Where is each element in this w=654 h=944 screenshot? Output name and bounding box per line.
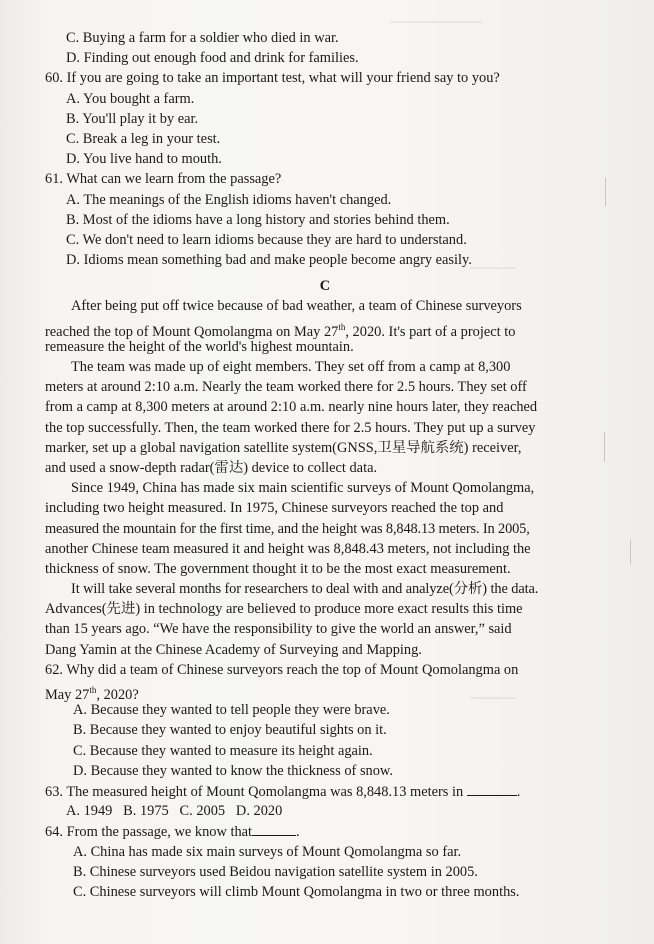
q64-stem-end: .: [296, 824, 300, 841]
q59-option-d: D. Finding out enough food and drink for families.: [66, 50, 359, 67]
passage-text: reached the top of Mount Qomolangma on May 27: [45, 323, 339, 340]
passage-line: Advances(先进) in technology are believed to produce more exact results this time: [45, 601, 523, 618]
q64-stem: 64. From the passage, we know that: [45, 824, 253, 841]
q62-stem: 62. Why did a team of Chinese surveyors reach the top of Mount Qomolangma on: [45, 661, 519, 678]
q62-option-a: A. Because they wanted to tell people they were brave.: [73, 702, 390, 719]
q63-options: [45, 801, 605, 821]
passage-line: It will take several months for researchers to deal with and analyze(分析) the data.: [71, 581, 539, 598]
passage-line: another Chinese team measured it and height was 8,848.43 meters, not including the: [45, 540, 531, 557]
q60-stem: 60. If you are going to take an important test, what will your friend say to you?: [45, 70, 500, 87]
passage-line: from a camp at 8,300 meters at around 2:10 a.m. nearly nine hours later, they reached: [45, 399, 538, 416]
passage-line: the top successfully. Then, the team worked there for 2.5 hours. They put up a survey: [45, 419, 536, 436]
q61-option-c: C. We don't need to learn idioms because they are hard to understand.: [66, 231, 467, 248]
reverse-bleed-texture: ─────: [470, 690, 517, 705]
reverse-bleed-texture: ──────────: [390, 14, 483, 29]
q62-option-c: C. Because they wanted to measure its height again.: [73, 742, 373, 759]
q61-stem: 61. What can we learn from the passage?: [45, 171, 282, 188]
q62-stem-text: May 27: [45, 686, 90, 703]
q60-option-d: D. You live hand to mouth.: [66, 151, 222, 168]
q63-option-d: D. 2020: [235, 803, 283, 820]
q64-option-c: C. Chinese surveyors will climb Mount Qomolangma in two or three months.: [73, 883, 520, 900]
passage-line: than 15 years ago. “We have the responsibility to give the world an answer,” said: [45, 621, 512, 638]
passage-line: The team was made up of eight members. They set off from a camp at 8,300: [71, 359, 511, 375]
q63-stem-end: .: [516, 783, 521, 800]
q62-stem-cont: [45, 680, 605, 703]
q63-option-c: C. 2005: [179, 803, 226, 820]
superscript: th: [338, 321, 346, 332]
q59-option-c: C. Buying a farm for a soldier who died in war.: [66, 30, 339, 46]
q63-option-b: B. 1975: [123, 803, 169, 820]
q60-option-a: A. You bought a farm.: [66, 90, 195, 107]
section-heading: C: [319, 278, 331, 295]
passage-line: meters at around 2:10 a.m. Nearly the team worked there for 2.5 hours. They set off: [45, 379, 527, 396]
q62-option-d: D. Because they wanted to know the thickness of snow.: [73, 762, 393, 779]
passage-line: marker, set up a global navigation satellite system(GNSS,卫星导航系统) receiver,: [45, 439, 522, 456]
q64-option-b: B. Chinese surveyors used Beidou navigation satellite system in 2005.: [73, 863, 478, 880]
answer-blank: [467, 781, 517, 796]
superscript: th: [89, 685, 97, 695]
q60-option-b: B. You'll play it by ear.: [66, 110, 199, 127]
scan-mark: [605, 178, 606, 206]
q61-option-a: A. The meanings of the English idioms haven't changed.: [66, 191, 392, 208]
answer-blank: [252, 821, 296, 836]
q63-stem-line: [45, 781, 605, 801]
scan-mark: [630, 540, 631, 564]
passage-line: remeasure the height of the world's highest mountain.: [45, 338, 354, 355]
q60-option-c: C. Break a leg in your test.: [66, 130, 221, 147]
passage-line: including two height measured. In 1975, Chinese surveyors reached the top and: [45, 500, 504, 517]
passage-line: Since 1949, China has made six main scientific surveys of Mount Qomolangma,: [71, 480, 535, 497]
exam-text: [45, 28, 605, 902]
q64-option-a: A. China has made six main surveys of Mount Qomolangma so far.: [73, 843, 462, 860]
q61-option-d: D. Idioms mean something bad and make people become angry easily.: [66, 252, 472, 269]
reverse-bleed-texture: ─────: [470, 260, 517, 275]
passage-text: , 2020. It's part of a project to: [345, 323, 516, 340]
passage-line: [45, 317, 605, 340]
passage-line: and used a snow-depth radar(雷达) device to collect data.: [45, 459, 378, 476]
q64-stem-line: [45, 821, 605, 841]
passage-line: After being put off twice because of bad weather, a team of Chinese surveyors: [71, 298, 522, 315]
q63-option-a: A. 1949: [66, 803, 113, 820]
q61-option-b: B. Most of the idioms have a long history and stories behind them.: [66, 211, 450, 228]
q62-option-b: B. Because they wanted to enjoy beautiful sights on it.: [73, 722, 387, 739]
q63-stem: 63. The measured height of Mount Qomolangma was 8,848.13 meters in: [45, 783, 464, 800]
passage-line: Dang Yamin at the Chinese Academy of Surveying and Mapping.: [45, 641, 422, 658]
passage-line: thickness of snow. The government thought it to be the most exact measurement.: [45, 560, 511, 577]
passage-line: measured the mountain for the first time, and the height was 8,848.13 meters. In 2005,: [45, 520, 530, 537]
q62-stem-text: , 2020?: [96, 686, 139, 703]
